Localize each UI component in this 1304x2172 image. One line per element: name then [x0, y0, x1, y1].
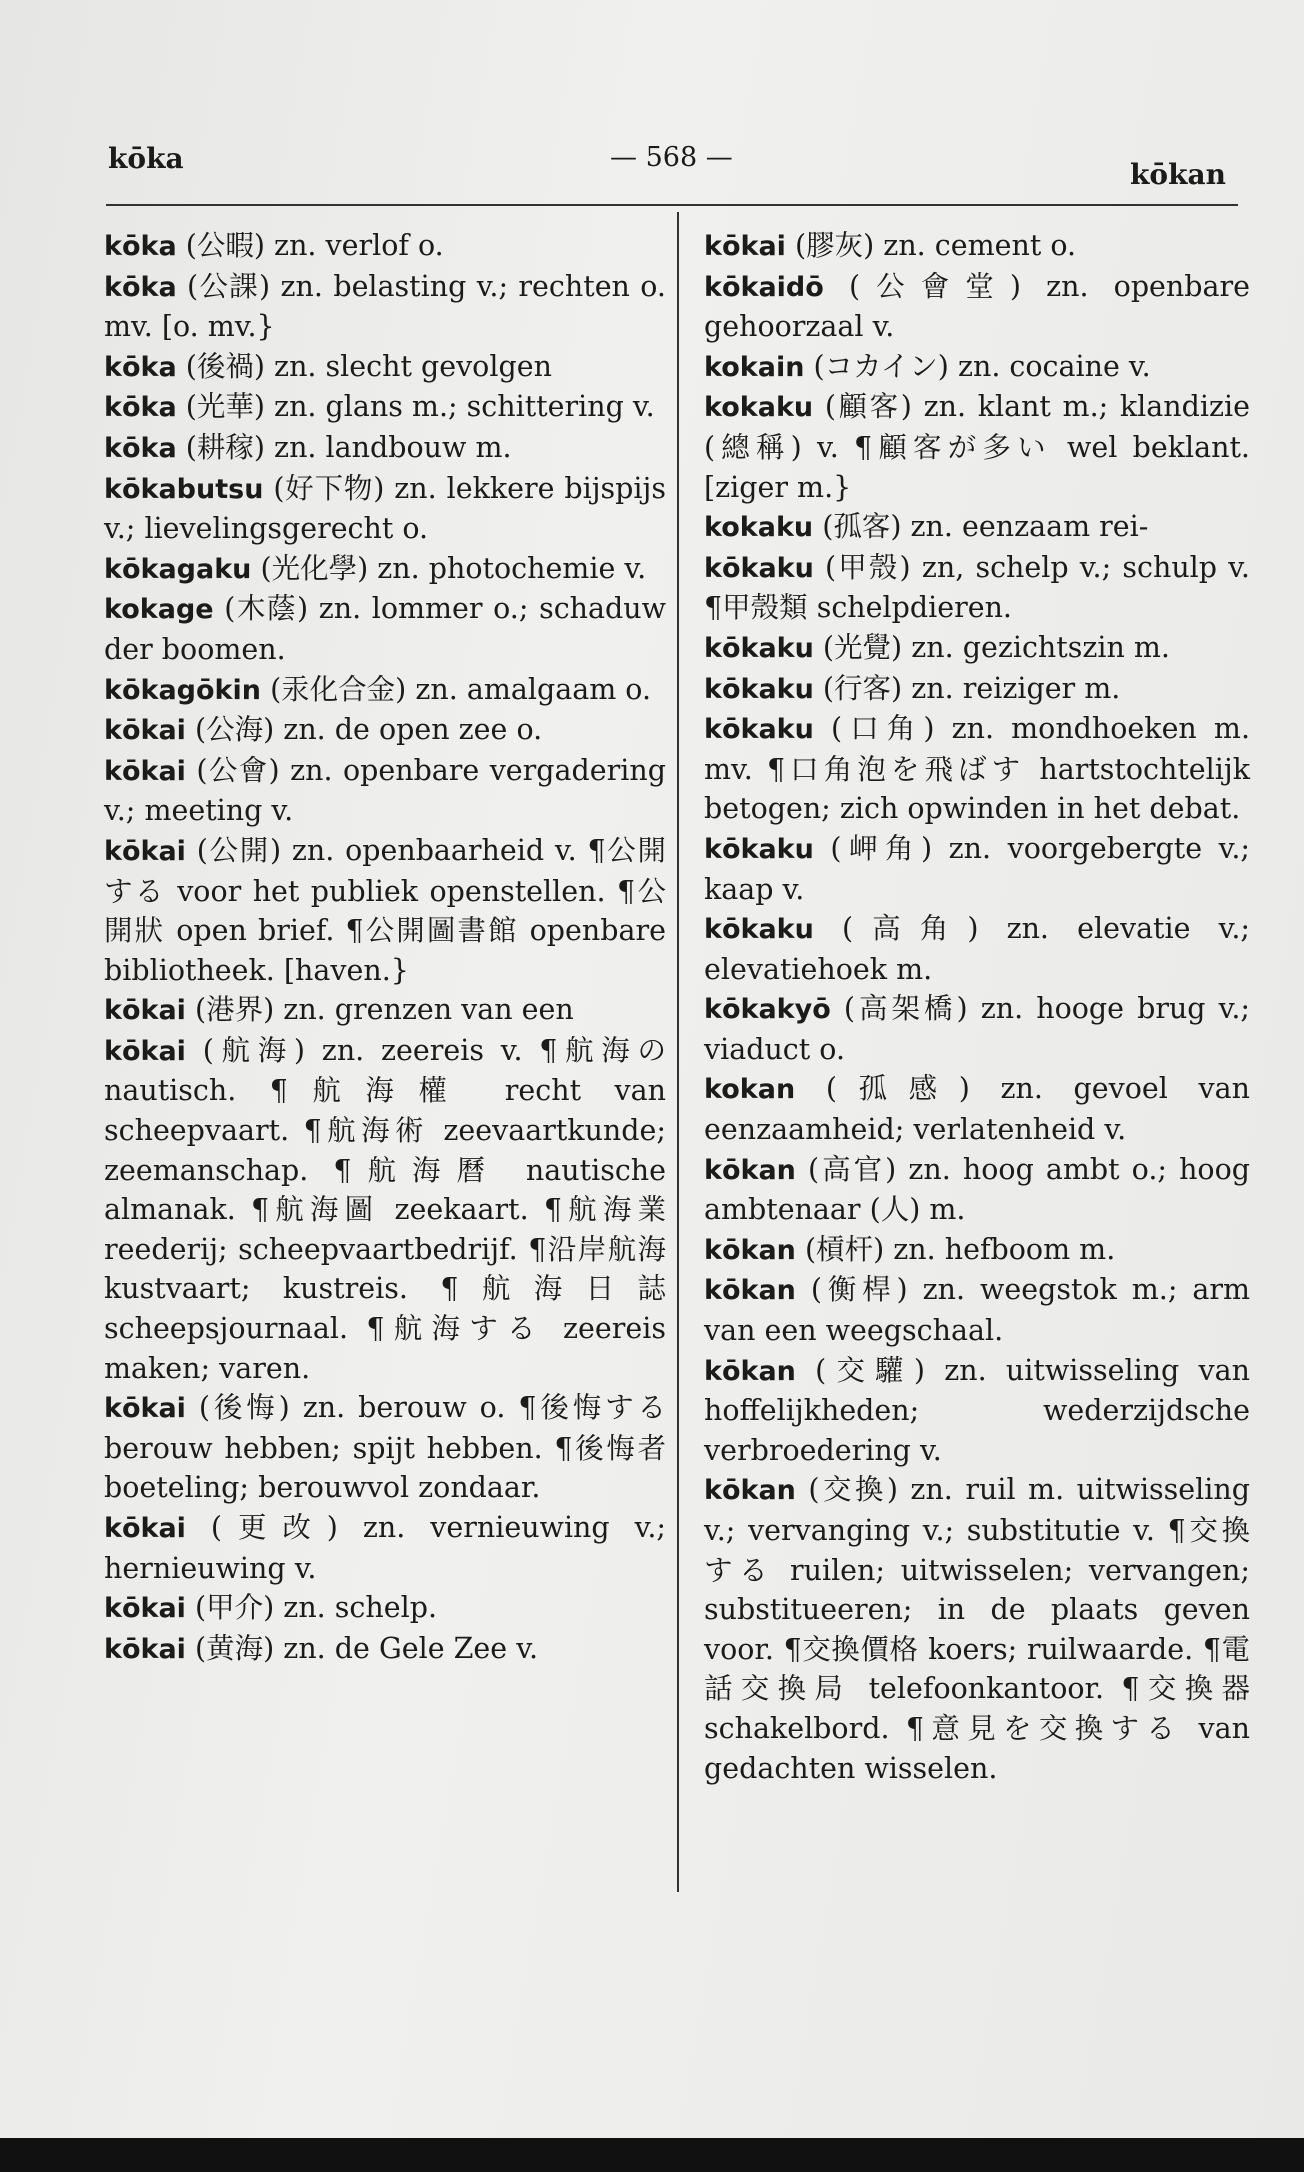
- dictionary-entry: [104, 1388, 666, 1508]
- dictionary-entry: [104, 1588, 666, 1629]
- left-column: [104, 226, 666, 1669]
- headword: kōkaku: [704, 833, 814, 865]
- dictionary-entry: [104, 387, 666, 428]
- entry-text: (孤感) zn. gevoel van eenzaamheid; verlatenheid v.: [704, 1072, 1250, 1147]
- headword: kōka: [104, 231, 177, 262]
- dictionary-entry: [104, 428, 666, 469]
- dictionary-entry: [704, 909, 1250, 989]
- running-head-right: kōkan: [1130, 158, 1226, 191]
- dictionary-entry: [104, 1629, 666, 1670]
- entry-text: (公開) zn. openbaarheid v. ¶公開する voor het publiek openstellen. ¶公開狀 open brief. ¶公開圖書館 openbare bibliotheek. [haven.}: [104, 833, 667, 987]
- entry-text: (公暇) zn. verlof o.: [185, 229, 444, 262]
- dictionary-entry: [104, 831, 666, 990]
- dictionary-entry: [704, 709, 1250, 829]
- entry-text: (後悔) zn. berouw o. ¶後悔する berouw hebben; spijt hebben. ¶後悔者 boeteling; berouwvol zondaar.: [104, 1391, 666, 1505]
- entry-text: (高官) zn. hoog ambt o.; hoog ambtenaar (人) m.: [704, 1152, 1250, 1227]
- entry-text: (口角) zn. mondhoeken m. mv. ¶口角泡を飛ばす hartstochtelijk betogen; zich opwinden in het debat.: [704, 712, 1250, 826]
- headword: kōkaku: [704, 632, 814, 664]
- headword: kōkaidō: [704, 271, 824, 303]
- dictionary-entry: [704, 1069, 1250, 1149]
- headword: kōkai: [104, 1593, 186, 1625]
- entry-text: (更改) zn. vernieuwing v.; hernieuwing v.: [104, 1511, 667, 1585]
- entry-text: (行客) zn. reiziger m.: [822, 671, 1121, 705]
- entry-text: (後禍) zn. slecht gevolgen: [185, 349, 552, 383]
- page-number: — 568 —: [610, 142, 733, 173]
- entry-text: (交驩) zn. uitwisseling van hoffelijkheden; wederzijdsche verbroedering v.: [704, 1353, 1250, 1467]
- headword: kōkan: [704, 1275, 796, 1307]
- dictionary-entry: [704, 1150, 1250, 1230]
- entry-text: (甲殼) zn, schelp v.; schulp v. ¶甲殼類 schelpdieren.: [704, 550, 1250, 625]
- dictionary-entry: [704, 1351, 1250, 1471]
- headword: kōkai: [104, 715, 186, 747]
- headword: kōkaku: [704, 673, 814, 705]
- right-column: [704, 226, 1250, 1788]
- entry-text: (光覺) zn. gezichtszin m.: [822, 630, 1170, 664]
- entry-text: (木蔭) zn. lommer o.; schaduw der boomen.: [104, 592, 666, 666]
- entry-text: (顧客) zn. klant m.; klandizie (總稱) v. ¶顧客が多い wel beklant. [ziger m.}: [704, 390, 1250, 504]
- headword: kōkagaku: [104, 553, 252, 585]
- headword: kōkan: [704, 1355, 796, 1387]
- entry-text: (高角) zn. elevatie v.; elevatiehoek m.: [704, 912, 1251, 986]
- dictionary-entry: [704, 347, 1250, 388]
- headword: kokain: [704, 351, 805, 383]
- entry-text: (耕稼) zn. landbouw m.: [185, 430, 512, 464]
- headword: kōkaku: [704, 552, 814, 584]
- headword: kōkai: [704, 231, 786, 262]
- headword: kokage: [104, 594, 214, 626]
- dictionary-entry: [104, 751, 666, 831]
- entry-text: (膠灰) zn. cement o.: [795, 229, 1077, 262]
- running-head-left: kōka: [108, 142, 184, 175]
- dictionary-entry: [704, 507, 1250, 548]
- header-rule: [106, 204, 1238, 206]
- dictionary-entry: [104, 710, 666, 751]
- entry-text: (公課) zn. belasting v.; rechten o. mv. [o. mv.}: [104, 269, 666, 344]
- entry-text: (汞化合金) zn. amalgaam o.: [270, 672, 651, 706]
- entry-text: (岬角) zn. voorgebergte v.; kaap v.: [704, 831, 1250, 906]
- entry-text: (公海) zn. de open zee o.: [195, 713, 543, 747]
- headword: kōkan: [704, 1234, 796, 1266]
- entry-text: (黄海) zn. de Gele Zee v.: [195, 1631, 539, 1665]
- dictionary-entry: [104, 670, 666, 711]
- headword: kōkakyō: [704, 994, 831, 1026]
- headword: kōkai: [104, 1035, 186, 1067]
- dictionary-entry: [104, 1031, 666, 1388]
- dictionary-entry: [704, 989, 1250, 1069]
- entry-text: (槓杆) zn. hefboom m.: [804, 1232, 1116, 1266]
- headword: kōka: [104, 351, 177, 383]
- headword: kōkai: [104, 835, 186, 867]
- dictionary-entry: [704, 1270, 1250, 1350]
- headword: kōkai: [104, 1393, 186, 1425]
- entry-text: (光化學) zn. photochemie v.: [260, 551, 647, 585]
- column-divider: [677, 212, 679, 1892]
- headword: kōkagōkin: [104, 674, 261, 706]
- entry-text: (高架橋) zn. hooge brug v.; viaduct o.: [704, 992, 1250, 1066]
- headword: kōka: [104, 271, 177, 303]
- dictionary-entry: [104, 990, 666, 1031]
- dictionary-entry: [104, 549, 666, 590]
- headword: kōkai: [104, 995, 186, 1027]
- dictionary-entry: [104, 347, 666, 388]
- headword: kōka: [104, 432, 177, 464]
- entry-text: (コカイン) zn. cocaine v.: [813, 349, 1151, 383]
- entry-text: (公會) zn. openbare vergadering v.; meeting v.: [104, 753, 666, 828]
- entry-text: (交換) zn. ruil m. uitwisseling v.; vervanging v.; substitutie v. ¶交換する ruilen; uitwisselen; vervangen; substitueeren; in de plaats geven voor. ¶交換價格 koers; ruilwaarde. ¶電話交換局 telefoonkantoor. ¶交換器 schakelbord. ¶意見を交換する van gedachten wisselen.: [704, 1473, 1251, 1785]
- entry-text: (衡桿) zn. weegstok m.; arm van een weegschaal.: [704, 1273, 1250, 1348]
- dictionary-entry: [704, 226, 1250, 267]
- dictionary-entry: [704, 267, 1250, 347]
- headword: kōkai: [104, 1633, 186, 1665]
- headword: kōkai: [104, 755, 186, 787]
- headword: kokan: [704, 1074, 796, 1106]
- headword: kōkabutsu: [104, 473, 264, 505]
- dictionary-entry: [104, 589, 666, 669]
- dictionary-entry: [104, 226, 666, 267]
- page-bottom-edge: [0, 2138, 1304, 2172]
- entry-text: (好下物) zn. lekkere bijspijs v.; lievelingsgerecht o.: [104, 471, 666, 546]
- dictionary-entry: [704, 387, 1250, 507]
- entry-text: (航海) zn. zeereis v. ¶航海の nautisch. ¶航海權 recht van scheepvaart. ¶航海術 zeevaartkunde; zeemanschap. ¶航海曆 nautische almanak. ¶航海圖 zeekaart. ¶航海業 reederij; scheepvaartbedrijf. ¶沿岸航海 kustvaart; kustreis. ¶航海日誌 scheepsjournaal. ¶航海する zeereis maken; varen.: [104, 1033, 667, 1385]
- headword: kōkai: [104, 1513, 186, 1544]
- headword: kōkaku: [704, 914, 814, 946]
- entry-text: (甲介) zn. schelp.: [195, 1591, 438, 1625]
- dictionary-entry: [704, 1470, 1250, 1788]
- headword: kōkan: [704, 1475, 796, 1507]
- headword: kōkaku: [704, 714, 814, 746]
- dictionary-entry: [704, 628, 1250, 669]
- headword: kōkan: [704, 1154, 796, 1186]
- dictionary-entry: [704, 669, 1250, 710]
- entry-text: (港界) zn. grenzen van een: [195, 993, 574, 1027]
- dictionary-entry: [104, 469, 666, 549]
- headword: kokaku: [704, 512, 814, 544]
- entry-text: (光華) zn. glans m.; schittering v.: [185, 390, 655, 424]
- dictionary-entry: [704, 1230, 1250, 1271]
- headword: kokaku: [704, 392, 814, 424]
- dictionary-entry: [704, 829, 1250, 909]
- entry-text: (孤客) zn. eenzaam rei-: [822, 510, 1149, 544]
- dictionary-entry: [104, 1508, 666, 1588]
- dictionary-entry: [704, 548, 1250, 628]
- entry-text: (公會堂) zn. openbare gehoorzaal v.: [704, 269, 1251, 344]
- headword: kōka: [104, 392, 177, 424]
- dictionary-entry: [104, 267, 666, 347]
